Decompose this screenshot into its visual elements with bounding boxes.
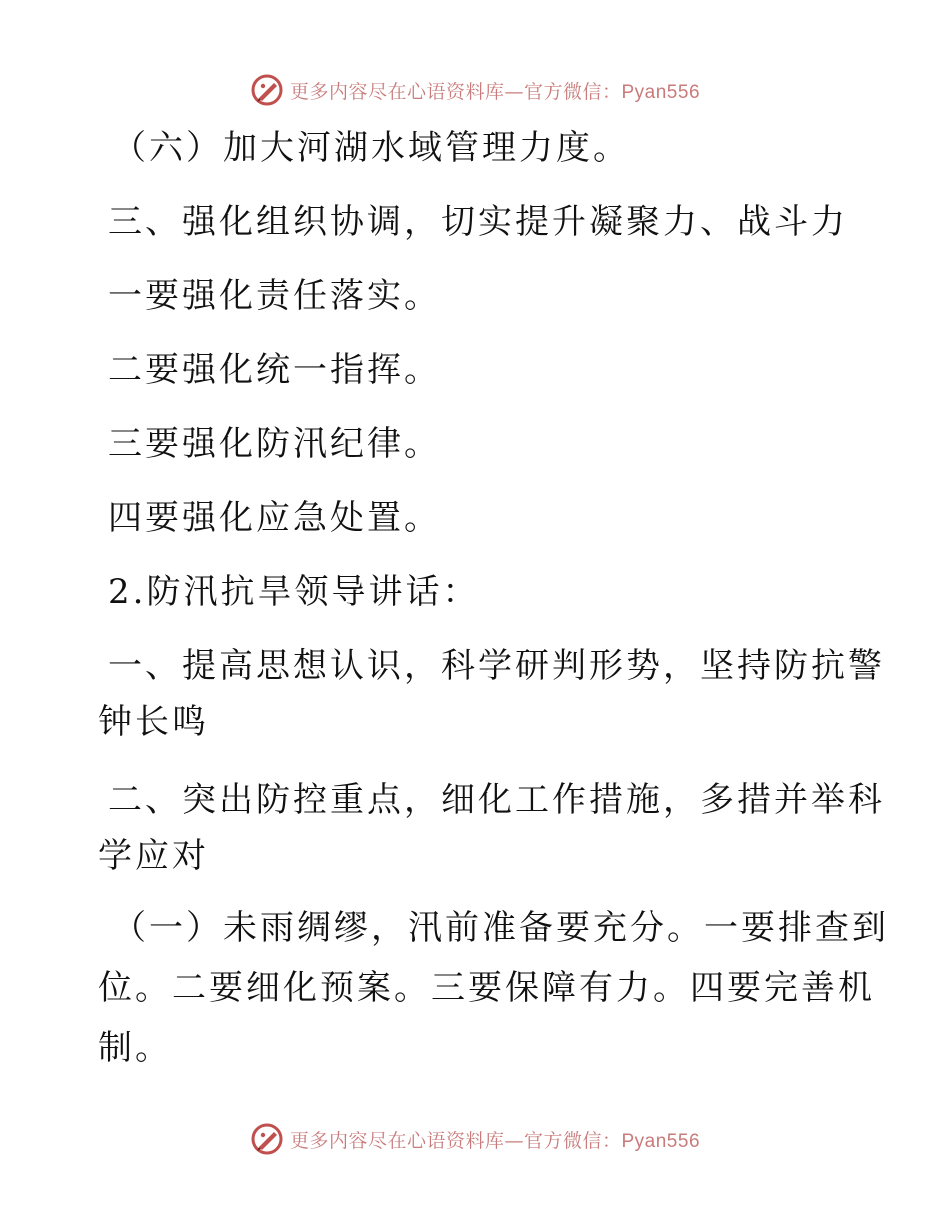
footer-separator: — [504,1129,524,1152]
header-wechat-id: Pyan556 [621,81,701,103]
document-line: 三要强化防汛纪律。 [108,424,441,464]
footer-watermark-inner [250,1122,700,1156]
section-heading: 一、提高思想认识，科学研判形势，坚持防抗警 [108,646,885,686]
document-line: 一要强化责任落实。 [108,276,441,316]
header-wechat-label: 官方微信： [523,80,622,103]
document-line: （六）加大河湖水域管理力度。 [112,128,630,168]
footer-wechat-label: 官方微信： [523,1129,622,1152]
header-watermark-text [290,77,700,104]
footer-watermark-text [290,1126,700,1153]
header-site-name: 更多内容尽在心语资料库 [289,80,505,103]
document-line: 四要强化应急处置。 [108,498,441,538]
header-watermark [0,70,950,110]
document-line: 制。 [98,1028,172,1068]
document-line: 钟长鸣 [98,702,209,742]
pen-logo-icon [250,73,284,107]
subtitle-line: 2.防汛抗旱领导讲话： [108,572,480,612]
footer-site-name: 更多内容尽在心语资料库 [289,1129,505,1152]
document-line: 位。二要细化预案。三要保障有力。四要完善机 [98,968,875,1008]
document-line: 学应对 [98,836,209,876]
document-line: 二要强化统一指挥。 [108,350,441,390]
footer-watermark [0,1119,950,1159]
document-line: （一）未雨绸缪，汛前准备要充分。一要排查到 [112,908,889,948]
footer-wechat-id: Pyan556 [621,1130,701,1152]
header-watermark-inner [250,73,700,107]
section-heading: 二、突出防控重点，细化工作措施，多措并举科 [108,780,885,820]
pen-logo-icon [250,1122,284,1156]
header-separator: — [504,80,524,103]
section-heading: 三、强化组织协调，切实提升凝聚力、战斗力 [108,202,848,242]
